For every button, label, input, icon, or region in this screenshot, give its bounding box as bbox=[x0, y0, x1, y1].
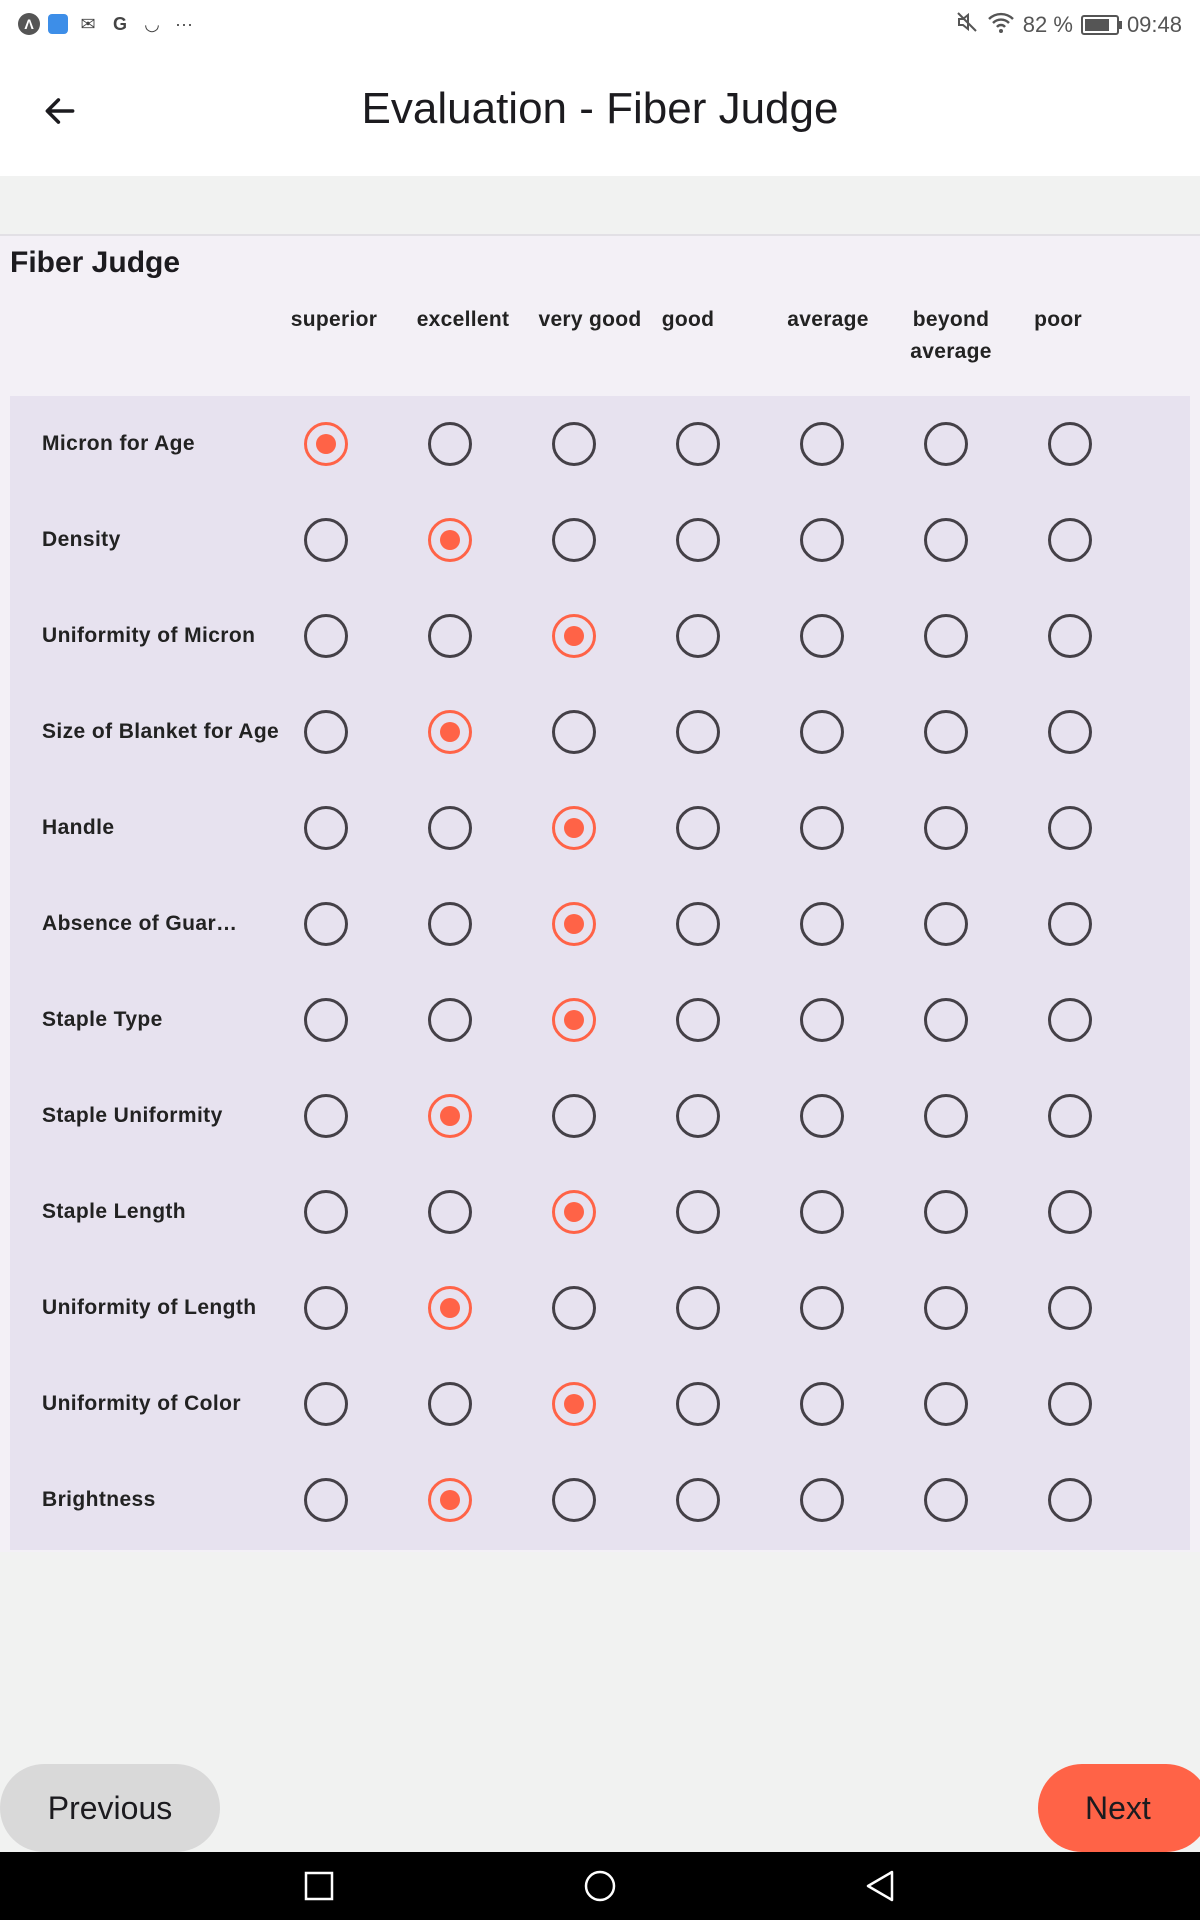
back-nav-button[interactable] bbox=[858, 1864, 902, 1908]
radio-beyond-average[interactable] bbox=[924, 1478, 968, 1522]
row-label: Handle bbox=[42, 816, 115, 839]
radio-poor[interactable] bbox=[1048, 422, 1092, 466]
radio-poor[interactable] bbox=[1048, 710, 1092, 754]
home-button[interactable] bbox=[578, 1864, 622, 1908]
rating-row bbox=[10, 780, 1190, 876]
row-label: Staple Length bbox=[42, 1200, 187, 1223]
radio-superior[interactable] bbox=[304, 902, 348, 946]
radio-average[interactable] bbox=[800, 518, 844, 562]
radio-average[interactable] bbox=[800, 806, 844, 850]
row-label: Density bbox=[42, 528, 121, 551]
rating-row bbox=[10, 396, 1190, 492]
column-header: good bbox=[661, 308, 715, 331]
radio-beyond-average[interactable] bbox=[924, 518, 968, 562]
radio-good[interactable] bbox=[676, 998, 720, 1042]
clock: 09:48 bbox=[1126, 12, 1182, 37]
radio-beyond-average[interactable] bbox=[924, 1094, 968, 1138]
rating-row bbox=[10, 1164, 1190, 1260]
google-icon: G bbox=[112, 13, 127, 34]
radio-poor[interactable] bbox=[1048, 902, 1092, 946]
radio-poor[interactable] bbox=[1048, 614, 1092, 658]
column-header: poor bbox=[1034, 308, 1082, 331]
previous-button[interactable]: Previous bbox=[0, 1764, 220, 1852]
radio-superior[interactable] bbox=[304, 518, 348, 562]
radio-excellent[interactable] bbox=[428, 710, 472, 754]
battery-icon bbox=[1081, 15, 1119, 35]
rating-row bbox=[10, 588, 1190, 684]
radio-very-good[interactable] bbox=[552, 1190, 596, 1234]
system-nav-bar bbox=[0, 1852, 1200, 1920]
row-label: Brightness bbox=[42, 1488, 156, 1511]
smile-icon: ◡ bbox=[144, 13, 160, 34]
status-bar bbox=[0, 0, 1200, 50]
column-header: average bbox=[787, 308, 869, 331]
radio-beyond-average[interactable] bbox=[924, 998, 968, 1042]
rating-grid bbox=[10, 396, 1190, 1550]
column-header: very good bbox=[538, 308, 642, 331]
radio-good[interactable] bbox=[676, 518, 720, 562]
section-title: Fiber Judge bbox=[10, 246, 181, 279]
recent-apps-button[interactable] bbox=[297, 1864, 341, 1908]
radio-average[interactable] bbox=[800, 1190, 844, 1234]
radio-excellent[interactable] bbox=[428, 422, 472, 466]
radio-good[interactable] bbox=[676, 1478, 720, 1522]
next-button[interactable]: Next bbox=[1038, 1764, 1200, 1852]
radio-average[interactable] bbox=[800, 710, 844, 754]
spacer bbox=[0, 176, 1200, 234]
radio-beyond-average[interactable] bbox=[924, 806, 968, 850]
radio-superior[interactable] bbox=[304, 422, 348, 466]
status-system-icons bbox=[955, 10, 1182, 40]
radio-superior[interactable] bbox=[304, 710, 348, 754]
column-header: excellent bbox=[416, 308, 510, 331]
radio-excellent[interactable] bbox=[428, 1286, 472, 1330]
radio-very-good[interactable] bbox=[552, 710, 596, 754]
radio-superior[interactable] bbox=[304, 1094, 348, 1138]
radio-superior[interactable] bbox=[304, 998, 348, 1042]
mute-icon bbox=[955, 10, 979, 40]
rating-row bbox=[10, 972, 1190, 1068]
column-header: beyond average bbox=[910, 308, 992, 363]
mail-icon: ✉ bbox=[80, 13, 96, 34]
radio-good[interactable] bbox=[676, 806, 720, 850]
radio-excellent[interactable] bbox=[428, 1094, 472, 1138]
home-circle-icon bbox=[583, 1869, 617, 1903]
row-label: Staple Type bbox=[42, 1008, 163, 1031]
row-label: Uniformity of Micron bbox=[42, 624, 256, 647]
radio-average[interactable] bbox=[800, 998, 844, 1042]
radio-average[interactable] bbox=[800, 902, 844, 946]
rating-row bbox=[10, 1356, 1190, 1452]
radio-very-good[interactable] bbox=[552, 1286, 596, 1330]
wifi-icon bbox=[987, 10, 1015, 40]
radio-good[interactable] bbox=[676, 1094, 720, 1138]
radio-excellent[interactable] bbox=[428, 1190, 472, 1234]
radio-beyond-average[interactable] bbox=[924, 1190, 968, 1234]
radio-superior[interactable] bbox=[304, 1382, 348, 1426]
radio-very-good[interactable] bbox=[552, 1478, 596, 1522]
radio-good[interactable] bbox=[676, 1190, 720, 1234]
back-triangle-icon bbox=[864, 1869, 896, 1903]
radio-good[interactable] bbox=[676, 1382, 720, 1426]
radio-superior[interactable] bbox=[304, 614, 348, 658]
rating-row bbox=[10, 1260, 1190, 1356]
radio-beyond-average[interactable] bbox=[924, 1382, 968, 1426]
radio-average[interactable] bbox=[800, 1382, 844, 1426]
radio-poor[interactable] bbox=[1048, 1478, 1092, 1522]
more-dots-icon: ··· bbox=[175, 13, 193, 34]
radio-superior[interactable] bbox=[304, 1478, 348, 1522]
radio-beyond-average[interactable] bbox=[924, 614, 968, 658]
radio-beyond-average[interactable] bbox=[924, 422, 968, 466]
radio-poor[interactable] bbox=[1048, 806, 1092, 850]
shield-icon bbox=[48, 14, 68, 34]
radio-superior[interactable] bbox=[304, 806, 348, 850]
battery-percent: 82 % bbox=[1022, 12, 1073, 37]
a-icon: Λ bbox=[18, 13, 40, 35]
app-bar bbox=[0, 50, 1200, 176]
rating-row bbox=[10, 1452, 1190, 1548]
radio-superior[interactable] bbox=[304, 1190, 348, 1234]
column-header: superior bbox=[290, 308, 378, 331]
radio-beyond-average[interactable] bbox=[924, 710, 968, 754]
radio-very-good[interactable] bbox=[552, 998, 596, 1042]
radio-average[interactable] bbox=[800, 1094, 844, 1138]
radio-excellent[interactable] bbox=[428, 998, 472, 1042]
radio-poor[interactable] bbox=[1048, 518, 1092, 562]
row-label: Uniformity of Length bbox=[42, 1296, 257, 1319]
row-label: Absence of Guar… bbox=[42, 912, 238, 935]
radio-beyond-average[interactable] bbox=[924, 1286, 968, 1330]
radio-very-good[interactable] bbox=[552, 1094, 596, 1138]
radio-average[interactable] bbox=[800, 1286, 844, 1330]
radio-poor[interactable] bbox=[1048, 1382, 1092, 1426]
radio-excellent[interactable] bbox=[428, 1478, 472, 1522]
radio-excellent[interactable] bbox=[428, 614, 472, 658]
radio-very-good[interactable] bbox=[552, 902, 596, 946]
rating-row bbox=[10, 492, 1190, 588]
radio-good[interactable] bbox=[676, 902, 720, 946]
radio-good[interactable] bbox=[676, 422, 720, 466]
rating-row bbox=[10, 876, 1190, 972]
radio-average[interactable] bbox=[800, 422, 844, 466]
row-label: Micron for Age bbox=[42, 432, 195, 455]
row-label: Staple Uniformity bbox=[42, 1104, 223, 1127]
radio-good[interactable] bbox=[676, 614, 720, 658]
radio-poor[interactable] bbox=[1048, 1286, 1092, 1330]
radio-poor[interactable] bbox=[1048, 1094, 1092, 1138]
radio-excellent[interactable] bbox=[428, 1382, 472, 1426]
radio-very-good[interactable] bbox=[552, 614, 596, 658]
row-label: Size of Blanket for Age bbox=[42, 720, 280, 743]
radio-very-good[interactable] bbox=[552, 806, 596, 850]
radio-average[interactable] bbox=[800, 614, 844, 658]
radio-very-good[interactable] bbox=[552, 518, 596, 562]
status-notification-icons bbox=[18, 12, 196, 36]
radio-good[interactable] bbox=[676, 1286, 720, 1330]
radio-beyond-average[interactable] bbox=[924, 902, 968, 946]
rating-row bbox=[10, 684, 1190, 780]
radio-poor[interactable] bbox=[1048, 1190, 1092, 1234]
row-label: Uniformity of Color bbox=[42, 1392, 241, 1415]
square-icon bbox=[304, 1871, 334, 1901]
rating-row bbox=[10, 1068, 1190, 1164]
radio-very-good[interactable] bbox=[552, 1382, 596, 1426]
radio-excellent[interactable] bbox=[428, 518, 472, 562]
radio-excellent[interactable] bbox=[428, 806, 472, 850]
radio-poor[interactable] bbox=[1048, 998, 1092, 1042]
evaluation-card bbox=[0, 234, 1200, 1552]
page-title: Evaluation - Fiber Judge bbox=[361, 84, 839, 133]
radio-excellent[interactable] bbox=[428, 902, 472, 946]
radio-good[interactable] bbox=[676, 710, 720, 754]
radio-average[interactable] bbox=[800, 1478, 844, 1522]
radio-very-good[interactable] bbox=[552, 422, 596, 466]
radio-superior[interactable] bbox=[304, 1286, 348, 1330]
